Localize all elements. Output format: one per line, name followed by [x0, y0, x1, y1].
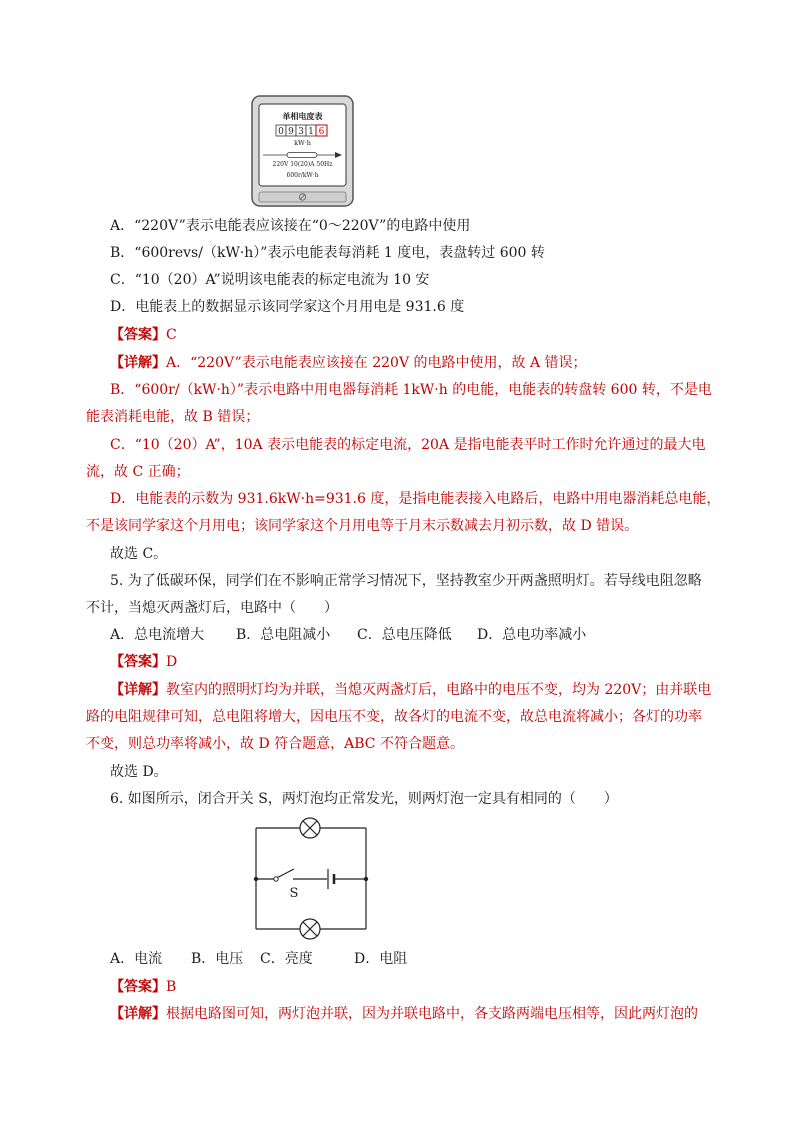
q5-option-b: B．总电阻减小 [236, 627, 331, 643]
q4-detail-line: C．“10（20）A”，10A 表示电能表的标定电流，20A 是指电能表平时工作时允许通过的最大电 [110, 437, 706, 453]
q4-detail-line: 能表消耗电能，故 B 错误； [86, 409, 260, 425]
q4-choose: 故选 C。 [110, 546, 168, 562]
meter-digit: 6 [318, 127, 325, 137]
lamp-bottom-icon [300, 919, 320, 939]
meter-spec: 220V 10(20)A 50Hz [272, 161, 333, 168]
junction-dot [364, 877, 368, 881]
q6-option-c: C．亮度 [260, 951, 313, 967]
q4-detail [110, 355, 587, 371]
q6-answer [110, 979, 176, 995]
q5-detail-line: 不变，则总功率将减小，故 D 符合题意，ABC 不符合题意。 [86, 736, 464, 752]
q6-option-a: A．电流 [110, 951, 163, 967]
q4-option-a: A．“220V”表示电能表应该接在“0～220V”的电路中使用 [110, 218, 471, 234]
q6-option-b: B．电压 [191, 951, 244, 967]
q5-stem: 5. 为了低碳环保，同学们在不影响正常学习情况下，坚持教室少开两盏照明灯。若导线电阻忽略 [110, 573, 702, 589]
detail-text: A．“220V”表示电能表应该接在 220V 的电路中使用，故 A 错误； [166, 355, 587, 371]
q4-detail-line: D．电能表的示数为 931.6kW·h=931.6 度，是指电能表接入电路后，电路中用电器消耗总电能， [110, 491, 721, 507]
meter-digit: 1 [308, 127, 314, 137]
q4-detail-line: B．“600r/（kW·h）”表示电路中用电器每消耗 1kW·h 的电能，电能表的转盘转 600 转，不是电 [110, 382, 712, 398]
q6-options [110, 951, 407, 967]
battery-icon [328, 869, 334, 889]
junction-dot [254, 877, 258, 881]
meter-unit: kW·h [294, 139, 311, 147]
detail-tag: 【详解】 [110, 682, 166, 698]
meter-revs: 600r/kW·h [286, 172, 319, 179]
switch-icon [274, 869, 294, 881]
detail-text: 教室内的照明灯均为并联，当熄灭两盏灯后，电路中的电压不变，均为 220V；由并联电 [166, 682, 712, 698]
q5-options [110, 627, 586, 643]
answer-tag: 【答案】 [110, 654, 166, 670]
switch-label: S [289, 886, 299, 901]
meter-digit: 3 [298, 127, 304, 137]
q4-answer [110, 327, 177, 343]
q5-choose: 故选 D。 [110, 764, 168, 780]
q5-option-c: C．总电压降低 [357, 627, 452, 643]
answer-tag: 【答案】 [110, 327, 166, 343]
detail-tag: 【详解】 [110, 1006, 166, 1022]
q4-option-c: C．“10（20）A”说明该电能表的标定电流为 10 安 [110, 272, 430, 288]
q5-option-a: A．总电流增大 [110, 627, 205, 643]
q4-option-b: B．“600revs/（kW·h）”表示电能表每消耗 1 度电，表盘转过 600 转 [110, 245, 545, 261]
meter-digit: 9 [288, 127, 294, 137]
answer-value: C [166, 327, 177, 343]
q5-detail-line: 路的电阻规律可知，总电阻将增大，因电压不变，故各灯的电流不变，故总电流将减小；各灯的功率 [86, 709, 702, 725]
meter-digit: 0 [278, 127, 284, 137]
q5-detail [110, 682, 711, 698]
q5-answer [110, 654, 177, 670]
q5-option-d: D．总电功率减小 [477, 627, 587, 643]
answer-value: B [166, 979, 177, 995]
q4-option-d: D．电能表上的数据显示该同学家这个月用电是 931.6 度 [110, 299, 465, 315]
q5-stem-line: 不计，当熄灭两盏灯后，电路中（ ） [86, 600, 338, 616]
detail-text: 根据电路图可知，两灯泡并联，因为并联电路中，各支路两端电压相等，因此两灯泡的 [166, 1006, 698, 1022]
answer-value: D [166, 654, 178, 670]
q4-detail-line: 流，故 C 正确； [86, 464, 190, 480]
energy-meter-figure [251, 95, 354, 207]
parallel-circuit-diagram [248, 813, 372, 941]
q6-stem: 6. 如图所示，闭合开关 S，两灯泡均正常发光，则两灯泡一定具有相同的（ ） [110, 791, 618, 807]
q4-detail-line: 不是该同学家这个月用电；该同学家这个月用电等于月末示数减去月初示数，故 D 错误。 [86, 518, 639, 534]
meter-title: 单相电度表 [282, 111, 323, 121]
q6-option-d: D．电阻 [354, 951, 408, 967]
lamp-top-icon [300, 818, 320, 838]
q6-detail [110, 1006, 698, 1022]
detail-tag: 【详解】 [110, 355, 166, 371]
answer-tag: 【答案】 [110, 979, 166, 995]
